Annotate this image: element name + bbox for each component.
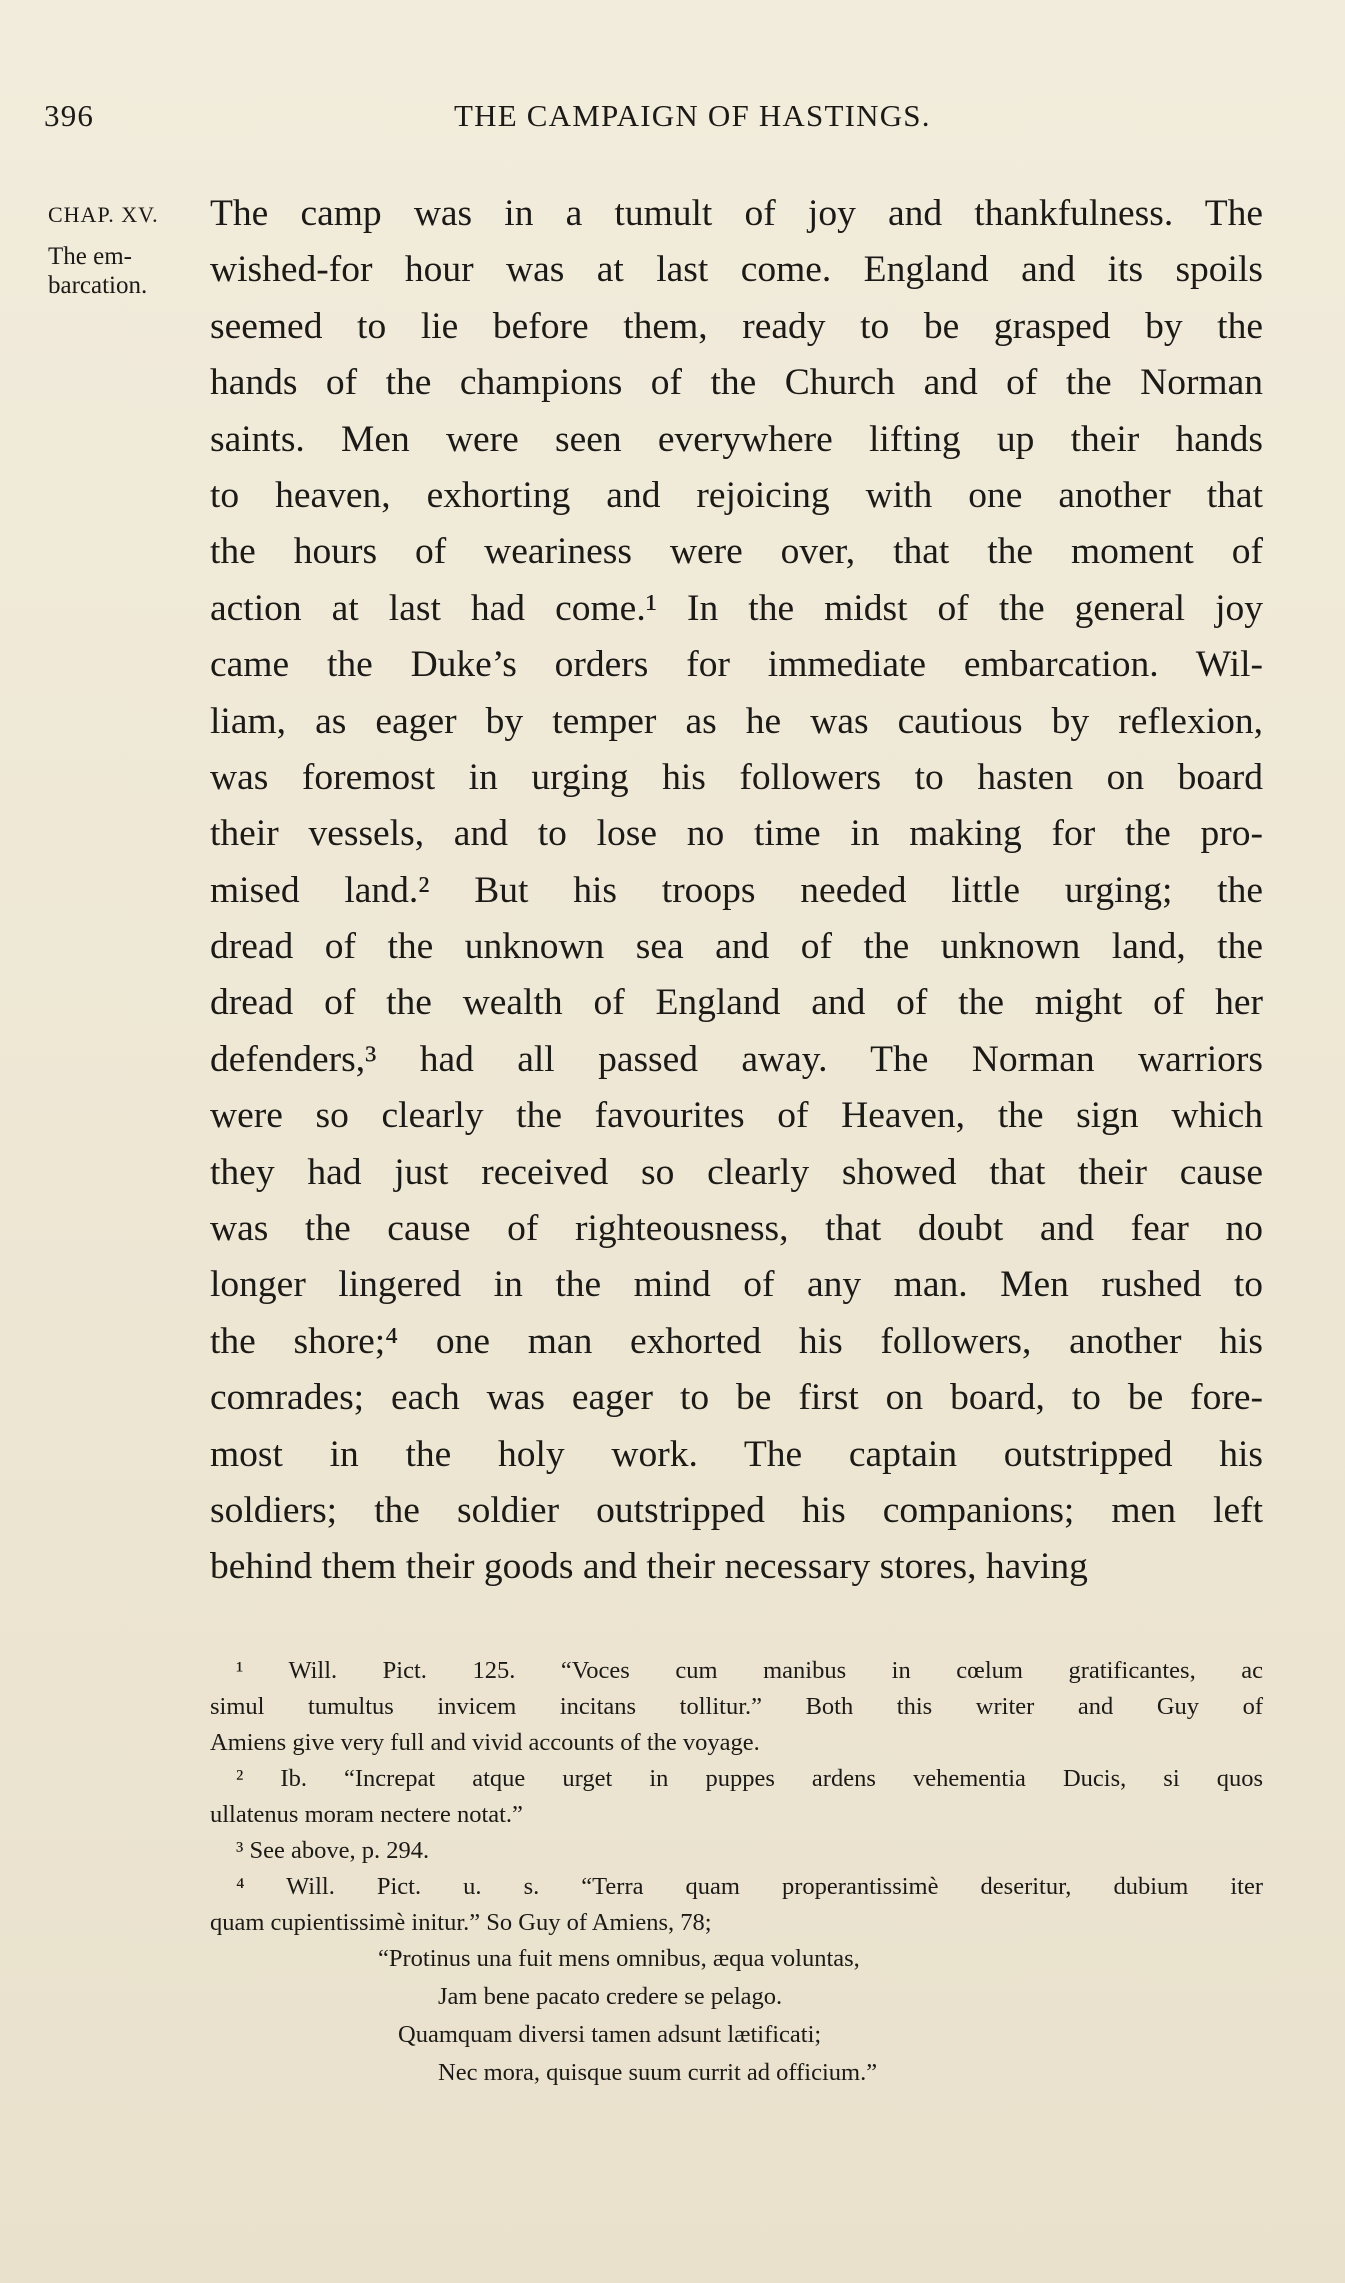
verse-quotation [210, 1941, 1263, 2093]
footnotes [210, 1653, 1263, 2093]
footnote-line: ullatenus moram nectere notat.” [210, 1801, 523, 1828]
sidenote-line: barcation. [48, 272, 148, 299]
body-line: behind them their goods and their necessary stores, having [210, 1546, 1088, 1588]
verse-line: Quamquam diversi tamen adsunt lætificati; [398, 2021, 822, 2048]
body-line: were so clearly the favourites of Heaven, the sign which [210, 1095, 1263, 1137]
body-line: was foremost in urging his followers to hasten on board [210, 756, 1263, 798]
footnote-line: ³ See above, p. 294. [236, 1837, 430, 1864]
verse-line: Nec mora, quisque suum currit ad officium.” [438, 2059, 878, 2086]
verse-line: Jam bene pacato credere se pelago. [438, 1983, 783, 2010]
body-line: The camp was in a tumult of joy and thankfulness. The [210, 193, 1263, 234]
footnote-line: ² Ib. “Increpat atque urget in puppes ardens vehementia Ducis, si quos [236, 1765, 1263, 1792]
body-line: most in the holy work. The captain outstripped his [210, 1433, 1263, 1475]
footnote-2 [210, 1761, 1263, 1833]
running-head [44, 98, 1275, 148]
body-line: their vessels, and to lose no time in making for the pro- [210, 813, 1263, 855]
margin-notes [48, 204, 198, 300]
running-title: THE CAMPAIGN OF HASTINGS. [454, 98, 931, 133]
footnote-line: ¹ Will. Pict. 125. “Voces cum manibus in cœlum gratificantes, ac [236, 1657, 1263, 1684]
chapter-label: CHAP. XV. [48, 202, 159, 227]
footnote-3 [210, 1833, 1263, 1869]
body-line: comrades; each was eager to be first on board, to be fore- [210, 1377, 1263, 1419]
footnote-line: Amiens give very full and vivid accounts of the voyage. [210, 1729, 760, 1756]
footnote-line: ⁴ Will. Pict. u. s. “Terra quam properantissimè deseritur, dubium iter [236, 1873, 1263, 1900]
body-line: they had just received so clearly showed that their cause [210, 1151, 1263, 1193]
body-line: hands of the champions of the Church and of the Norman [210, 362, 1263, 404]
page-number: 396 [44, 98, 95, 133]
body-line: seemed to lie before them, ready to be grasped by the [210, 305, 1263, 347]
body-line: dread of the unknown sea and of the unknown land, the [210, 926, 1263, 968]
body-line: the hours of weariness were over, that the moment of [210, 531, 1263, 573]
footnote-4 [210, 1869, 1263, 1941]
body-line: saints. Men were seen everywhere lifting up their hands [210, 418, 1263, 460]
sidenote-line: The em- [48, 243, 132, 270]
body-line: the shore;⁴ one man exhorted his followers, another his [210, 1320, 1263, 1362]
body-line: came the Duke’s orders for immediate embarcation. Wil- [210, 644, 1263, 686]
body-line: mised land.² But his troops needed little urging; the [210, 869, 1263, 911]
body-line: to heaven, exhorting and rejoicing with one another that [210, 474, 1263, 516]
body-line: action at last had come.¹ In the midst of the general joy [210, 587, 1263, 629]
body-line: dread of the wealth of England and of the might of her [210, 982, 1263, 1024]
footnote-1 [210, 1653, 1263, 1761]
body-line: liam, as eager by temper as he was cautious by reflexion, [210, 700, 1263, 742]
body-line: soldiers; the soldier outstripped his companions; men left [210, 1489, 1263, 1531]
body-line: longer lingered in the mind of any man. Men rushed to [210, 1264, 1263, 1306]
footnote-line: simul tumultus invicem incitans tollitur.” Both this writer and Guy of [210, 1693, 1263, 1720]
footnote-line: quam cupientissimè initur.” So Guy of Amiens, 78; [210, 1909, 712, 1936]
body-line: wished-for hour was at last come. England and its spoils [210, 249, 1263, 291]
body-line: was the cause of righteousness, that doubt and fear no [210, 1208, 1263, 1250]
sidenote [48, 242, 198, 300]
verse-line: “Protinus una fuit mens omnibus, æqua voluntas, [378, 1945, 860, 1972]
body-text [210, 186, 1263, 1596]
body-line: defenders,³ had all passed away. The Norman warriors [210, 1038, 1263, 1080]
